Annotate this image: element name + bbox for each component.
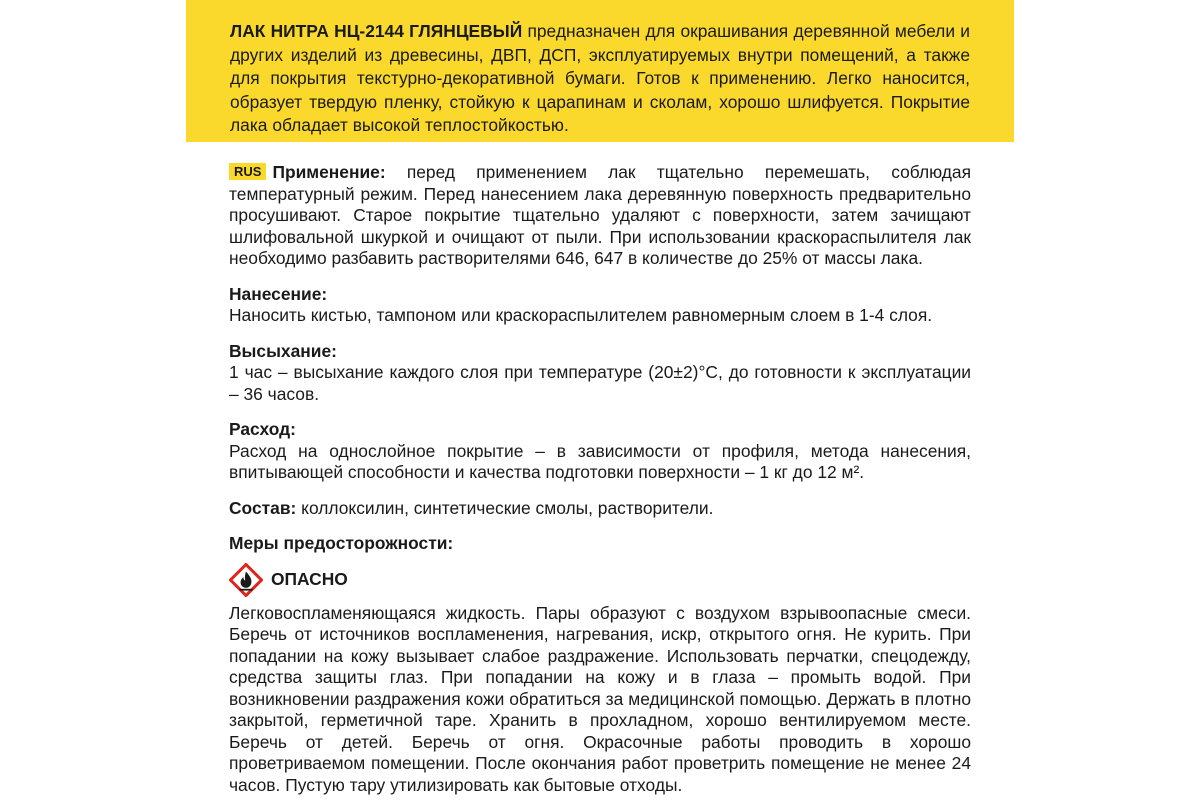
instructions-content (229, 162, 971, 796)
precautions-section (229, 533, 971, 796)
precautions-heading: Меры предосторожности: (229, 533, 454, 553)
consumption-heading: Расход: (229, 419, 296, 439)
composition-text: коллоксилин, синтетические смолы, растворители. (301, 497, 714, 518)
application-section (229, 162, 971, 270)
product-description-banner (186, 0, 1014, 142)
drying-text: 1 час – высыхание каждого слоя при температуре (20±2)°С, до готовности к эксплуатации – 36 часов. (229, 362, 971, 404)
application-heading: Применение: (272, 162, 386, 182)
drying-heading: Высыхание: (229, 340, 337, 361)
danger-warning (229, 561, 971, 599)
product-description (230, 20, 970, 138)
application-text: перед применением лак тщательно перемешать, соблюдая температурный режим. Перед нанесением лака деревянную поверхность предварительно просушивают. Старое покрытие тщательно удаляют с поверхности, затем зачищают шлифовальной шкуркой и очищают от пыли. При использовании краскораспылителя лак необходимо разбавить растворителями 646, 647 в количестве до 25% от массы лака. (229, 162, 971, 268)
danger-label: ОПАСНО (271, 568, 348, 589)
flammable-hazard-icon (229, 563, 263, 597)
composition-heading: Состав: (229, 497, 297, 518)
product-description-text: предназначен для окрашивания деревянной мебели и других изделий из древесины, ДВП, ДСП, эксплуатируемых внутри помещений, а также для покрытия текстурно-декоративной бумаги. Готов к применению. Легко наносится, образует твердую пленку, стойкую к царапинам и сколам, хорошо шлифуется. Покрытие лака обладает высокой теплостойкостью. (230, 21, 970, 135)
consumption-text: Расход на однослойное покрытие – в зависимости от профиля, метода нанесения, впитывающей способности и качества подготовки поверхности – 1 кг до 12 м². (229, 440, 971, 482)
coating-text: Наносить кистью, тампоном или краскораспылителем равномерным слоем в 1-4 слоя. (229, 305, 933, 325)
drying-section (229, 341, 971, 406)
language-badge: RUS (229, 163, 266, 180)
precautions-text: Легковоспламеняющаяся жидкость. Пары образуют с воздухом взрывоопасные смеси. Беречь от источников воспламенения, нагревания, искр, открытого огня. Не курить. При попадании на кожу вызывает слабое раздражение. Использовать перчатки, спецодежду, средства защиты глаз. При попадании на кожу и в глаза – промыть водой. При возникновении раздражения кожи обратиться за медицинской помощью. Держать в плотно закрытой, герметичной таре. Хранить в прохладном, хорошо вентилируемом месте. Беречь от детей. Беречь от огня. Окрасочные работы проводить в хорошо проветриваемом помещении. После окончания работ проветрить помещение не менее 24 часов. Пустую тару утилизировать как бытовые отходы. (229, 602, 971, 795)
coating-section (229, 284, 971, 327)
consumption-section (229, 419, 971, 484)
composition-section (229, 498, 971, 520)
coating-heading: Нанесение: (229, 283, 328, 304)
product-name: ЛАК НИТРА НЦ-2144 ГЛЯНЦЕВЫЙ (230, 21, 523, 41)
